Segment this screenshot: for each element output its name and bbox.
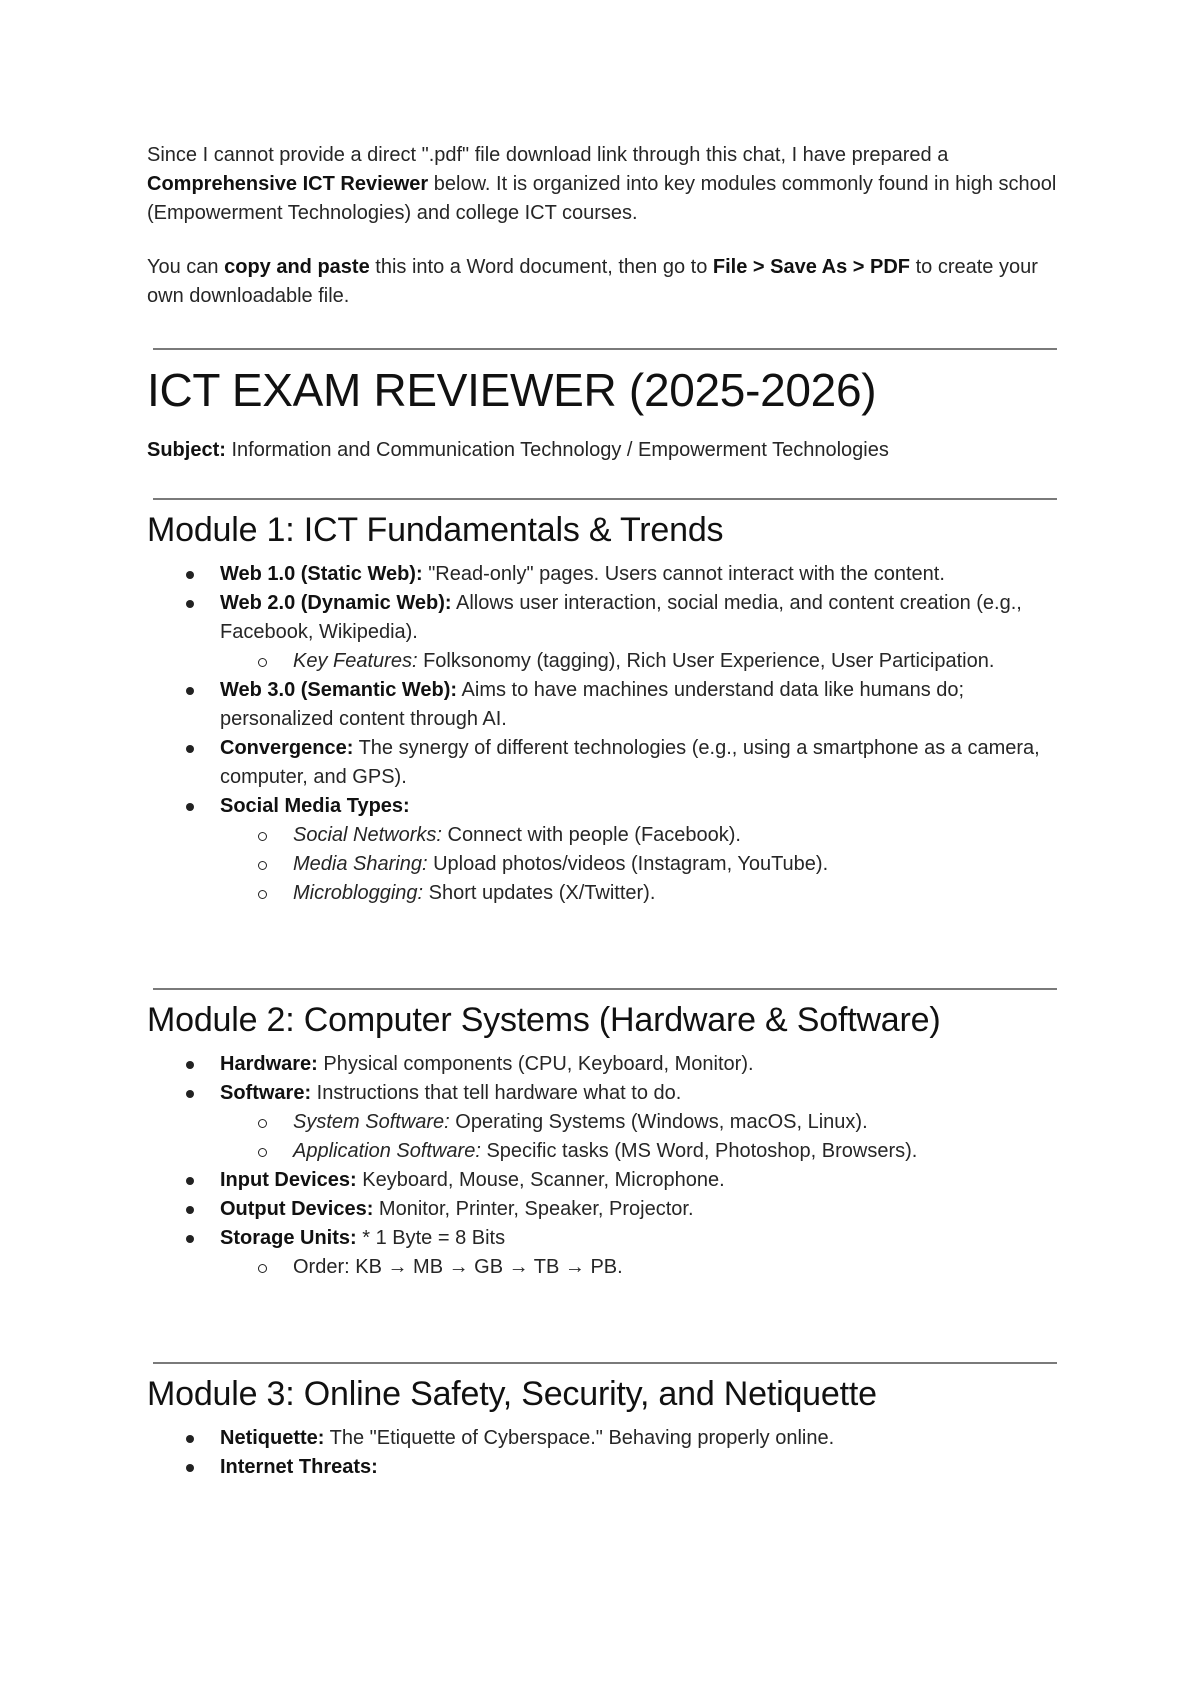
subject-line (147, 436, 1057, 465)
item-text: Aims to have machines understand data like humans do; personalized content through AI. (220, 679, 965, 730)
sub-item-term: Application Software: (293, 1140, 481, 1162)
sub-item-text: Connect with people (Facebook). (441, 824, 741, 846)
sub-item-text: Order: KB → MB → GB → TB → PB. (293, 1256, 623, 1278)
subject-label: Subject: (147, 439, 226, 461)
item-term: Convergence: (220, 737, 354, 759)
divider (153, 1362, 1057, 1364)
sub-item-term: Key Features: (293, 650, 418, 672)
item-term: Internet Threats: (220, 1456, 378, 1478)
item-text: The synergy of different technologies (e.g., using a smartphone as a camera, computer, and GPS). (220, 737, 1040, 788)
item-term: Netiquette: (220, 1427, 325, 1449)
list-item (147, 1424, 1057, 1453)
list-item (147, 1453, 1057, 1482)
sub-list-item (220, 1108, 1057, 1137)
document-content (147, 141, 1057, 1482)
intro-text: below. It is organized into key modules commonly found in high school (Empowerment Technologies) and college ICT courses. (147, 173, 1057, 224)
sub-list-item (220, 850, 1057, 879)
item-text: * 1 Byte = 8 Bits (356, 1227, 506, 1249)
divider (153, 988, 1057, 990)
item-term: Software: (220, 1082, 312, 1104)
divider (153, 498, 1057, 500)
module-3-list (147, 1424, 1057, 1482)
list-item (147, 1195, 1057, 1224)
item-term: Hardware: (220, 1053, 318, 1075)
sub-list-item (220, 1253, 1057, 1282)
intro-text: this into a Word document, then go to (369, 256, 713, 278)
item-term: Web 3.0 (Semantic Web): (220, 679, 458, 701)
intro-paragraph-1 (147, 141, 1057, 228)
list-item (147, 560, 1057, 589)
item-text: Instructions that tell hardware what to do. (311, 1082, 682, 1104)
intro-bold-text: copy and paste (224, 256, 370, 278)
list-item (147, 1224, 1057, 1282)
sub-list-item (220, 879, 1057, 908)
sub-list (220, 1253, 1057, 1282)
item-term: Storage Units: (220, 1227, 357, 1249)
sub-list (220, 821, 1057, 908)
module-1-list (147, 560, 1057, 908)
list-item (147, 792, 1057, 908)
sub-item-term: System Software: (293, 1111, 450, 1133)
list-item (147, 1166, 1057, 1195)
module-2-heading: Module 2: Computer Systems (Hardware & Software) (147, 1001, 941, 1039)
sub-list (220, 647, 1057, 676)
item-term: Social Media Types: (220, 795, 410, 817)
module-2-list (147, 1050, 1057, 1282)
sub-item-term: Microblogging: (293, 882, 424, 904)
list-item (147, 589, 1057, 676)
item-term: Web 2.0 (Dynamic Web): (220, 592, 452, 614)
item-text: Allows user interaction, social media, and content creation (e.g., Facebook, Wikipedia). (220, 592, 1022, 643)
intro-bold-text: File > Save As > PDF (712, 256, 911, 278)
sub-list (220, 1108, 1057, 1166)
sub-list-item (220, 1137, 1057, 1166)
sub-list-item (220, 647, 1057, 676)
item-term: Input Devices: (220, 1169, 357, 1191)
item-text: Physical components (CPU, Keyboard, Monitor). (317, 1053, 754, 1075)
divider (153, 348, 1057, 350)
intro-bold-text: Comprehensive ICT Reviewer (147, 173, 429, 195)
module-1-heading: Module 1: ICT Fundamentals & Trends (147, 511, 724, 549)
list-item (147, 1079, 1057, 1166)
list-item (147, 676, 1057, 734)
sub-item-term: Media Sharing: (293, 853, 428, 875)
sub-item-text: Operating Systems (Windows, macOS, Linux). (449, 1111, 868, 1133)
item-text: The "Etiquette of Cyberspace." Behaving properly online. (324, 1427, 835, 1449)
intro-text: You can (147, 256, 225, 278)
item-text: Monitor, Printer, Speaker, Projector. (373, 1198, 694, 1220)
intro-text: to create your own downloadable file. (147, 256, 1038, 307)
item-term: Output Devices: (220, 1198, 374, 1220)
sub-item-text: Specific tasks (MS Word, Photoshop, Browsers). (480, 1140, 918, 1162)
item-text: "Read-only" pages. Users cannot interact with the content. (422, 563, 945, 585)
list-item (147, 734, 1057, 792)
intro-paragraph-2 (147, 253, 1057, 311)
item-term: Web 1.0 (Static Web): (220, 563, 423, 585)
list-item (147, 1050, 1057, 1079)
sub-item-term: Social Networks: (293, 824, 442, 846)
sub-list-item (220, 821, 1057, 850)
sub-item-text: Upload photos/videos (Instagram, YouTube). (427, 853, 829, 875)
sub-item-text: Folksonomy (tagging), Rich User Experience, User Participation. (417, 650, 995, 672)
document-title: ICT EXAM REVIEWER (2025-2026) (147, 364, 877, 416)
intro-text: Since I cannot provide a direct ".pdf" file download link through this chat, I have prepared a (147, 144, 949, 166)
item-text: Keyboard, Mouse, Scanner, Microphone. (356, 1169, 725, 1191)
sub-item-text: Short updates (X/Twitter). (423, 882, 656, 904)
subject-value: Information and Communication Technology / Empowerment Technologies (225, 439, 889, 461)
module-3-heading: Module 3: Online Safety, Security, and Netiquette (147, 1375, 877, 1413)
